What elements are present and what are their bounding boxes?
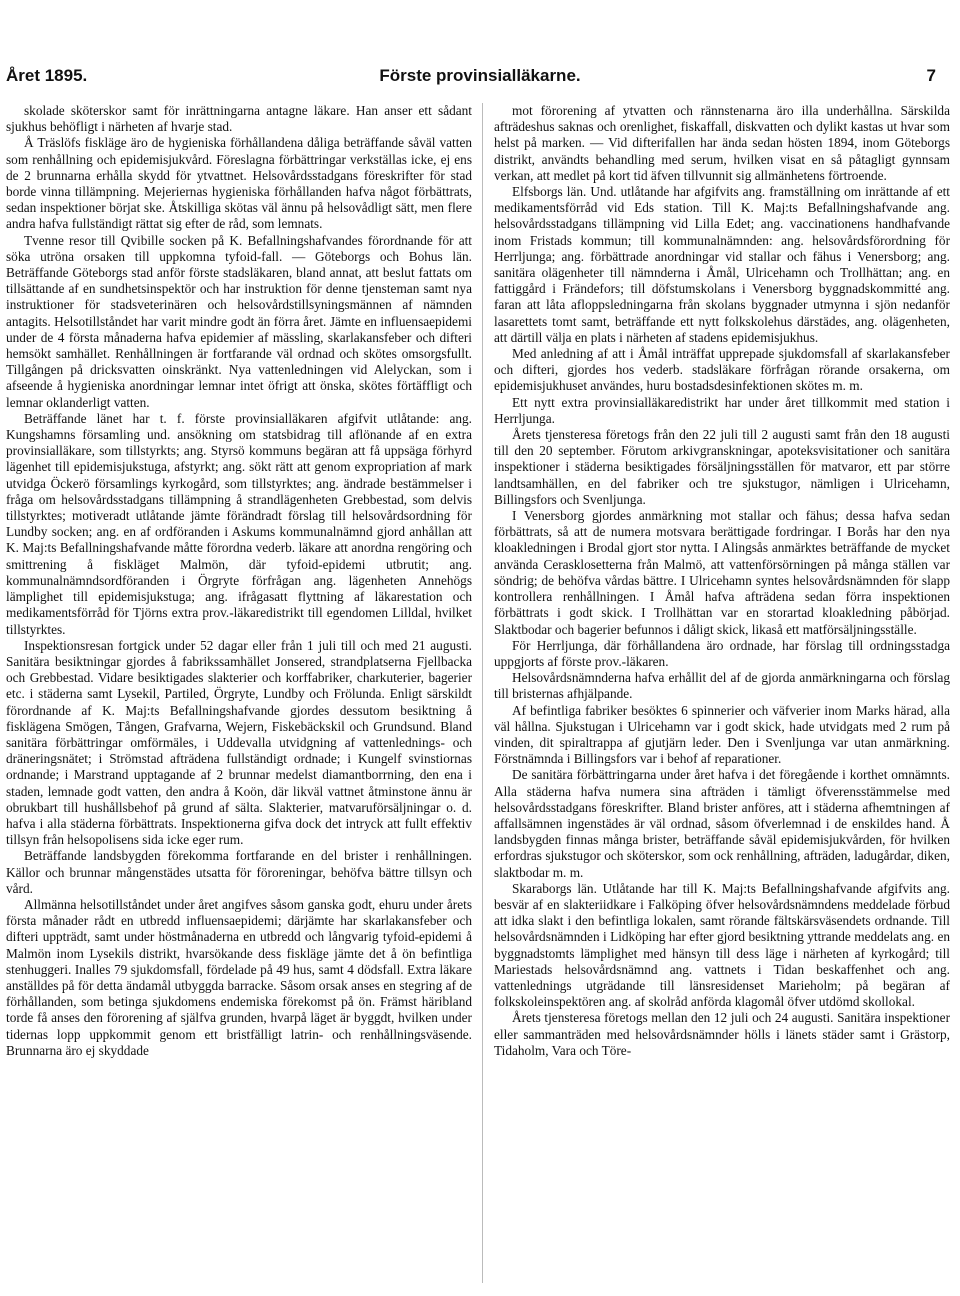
paragraph: Ett nytt extra provinsialläkaredistrikt har under året tillkommit med station i Herrljunga. (494, 394, 950, 426)
paragraph: Skaraborgs län. Utlåtande har till K. Maj:ts Befallningshafvande afgifvits ang. besvär af en slakteriidkare i Falköping öfver helsovårdsnämndens meddelade förbud att idka slakt i den befintliga lokalen, samt rörande fältskärsväsendets ordnande. Till helsovårdsnämnden i Lidköping har efter gjord besiktning yttrande meddelats ang. en byggnadstomts lämplighet med hänsyn till dess läge i närheten af kyrkogård; till Mariestads helsovårdsnämnd ang. vattnets i Tidan beskaffenhet och ang. vattenlednings utgrädande till länsresidenset Marieholm; på begäran af folkskoleinspektören ang. af skolråd anförda klagomål öfver utdömd skollokal. (494, 880, 950, 1010)
paragraph: Beträffande landsbygden förekomma fortfarande en del brister i renhållningen. Källor och brunnar mångenstädes utsatta för föroreningar, behöfva bättre tillsyn och vård. (6, 848, 472, 896)
paragraph: Beträffande länet har t. f. förste provinsialläkaren afgifvit utlåtande: ang. Kungshamns församling und. ansökning om statsbidrag till aflönande af en extra provinsialläkare, som tillstyrkts; ang. Styrsö kommuns begäran att få uppsäga förhyrd lägenhet till epidemisjukstuga, afstyrkt; ang. sökt rätt att genom expropriation af mark utvidga Öckerö församlings kyrkogård, som tillstyrktes; ang. ändrade bestämmelser i fråga om helsovårdsstadgans tillämpning å strandlägenheten Grebbestad, som delvis tillstyrktes; motiveradt utlåtande jämte förändradt förslag till helsovårdsordning för Lundby socken; ang. en af ordföranden i Askums kommunalnämnd gjord anhållan att K. Maj:ts Befallningshafvande måtte förordna vederb. läkare att anordna rengöring och smittrening å fiskläget Malmön, där tyfoid-epidemi utbrutit; ang. kommunalnämndsordföranden i Örgryte förfrågan ang. lägenheten Annehögs lämplighet till epidemisjukstuga; ang. ifrågasatt flyttning af läkarestation och medikamentsförråd för Tjörns extra prov.-läkaredistrikt till egendomen Lilldal, hvilket tillstyrktes. (6, 410, 472, 637)
right-column (494, 103, 950, 1283)
paragraph: Årets tjensteresa företogs från den 22 juli till 2 augusti samt från den 18 augusti till den 20 september. Förutom arkivgranskningar, apoteksvisitationer och sanitära inspektioner i städerna besiktigades försäljningsställen för matvaror, ett par större landtsamhällen, en del fabriker och tre sjukstugor, nämligen i Ulricehamn, Billingsfors och Svenljunga. (494, 427, 950, 507)
paragraph: Tvenne resor till Qvibille socken på K. Befallningshafvandes förordnande för att söka utröna orsaken till uppkomna tyfoid-fall. — Göteborgs och Bohus län. Beträffande Göteborgs stad anför förste stadsläkaren, bland annat, att beslut fattats om tillsättande af en sundhetsinspektör och har instruktion för denne tjensteman samt nya instruktioner för stadsveterinären och helsovårdstillsyningsmännen af nämnden antagits. Helsotillståndet har varit mindre godt än förra året. Jämte en influensaepidemi under de 4 första månaderna hafva epidemier af mässling, skarlakansfeber och difteri hemsökt samhället. Renhållningen är fortfarande väl ordnad och skötes omsorgsfullt. Tillgången på dricksvatten oinskränkt. Nya vattenledningen vid Alelyckan, som i afseende å hygieniska anordningar lemnar intet öfrigt att önska, skötes förtäffligt och lemnar oklanderligt vatten. (6, 232, 472, 410)
paragraph: Årets tjensteresa företogs mellan den 12 juli och 24 augusti. Sanitära inspektioner eller sammanträden med helsovårdsnämnder hölls i länets städer samt i Grästorp, Tidaholm, Vara och Töre- (494, 1010, 950, 1058)
paragraph: De sanitära förbättringarna under året hafva i det föregående i korthet omnämnts. Alla städerna hafva numera sina afträden i tämligt öfverensstämmelse med helsovårdsstadgans föreskrifter. Bland brister anföres, att i städerna afhemtningen af affallsämnen ingenstädes är väl ordnad, såsom öfverlemnad i de enskildes hand. Å landsbygden finnas många brister, beträffande såväl epidemisjukvården, för hvilken erfordras sjukstugor och sköterskor, som ock renhållning, afträden, ladugårdar, diken, slaktbodar m. m. (494, 767, 950, 880)
header-year: Året 1895. (6, 66, 88, 85)
page-number: 7 (926, 66, 936, 85)
paragraph: mot förorening af ytvatten och rännstenarna äro illa underhållna. Särskilda afträdeshus saknas och orenlighet, fiskaffall, diskvatten och dylikt kastas ut hvar som helst på marken. — Vid difterifallen har ända sedan hösten 1894, inom Göteborgs distrikt, användts behandling med serum, hvilken visat en så påtagligt gynnsam verkan, att medlet på kort tid äfven tillvunnit sig allmänhetens förtroende. (494, 103, 950, 183)
paragraph: I Venersborg gjordes anmärkning mot stallar och fähus; dessa hafva sedan förbättrats, så att de numera motsvara berättigade fordringar. I Borås har den nya kloakledningen i Brodal gjort stor nytta. I Alingsås anmärktes beträffande de mycket använda Cerasklosetterna från Malmö, att vattenförsörningen på många ställen var söndrig; de behöfva vårdas bättre. I Ulricehamn syntes helsovårdsnämnden för slapp kontrollera renhållningen. I Åmål hafva afträdena sedan förra inspektionen förbättrats i godt skick. I Trollhättan var en storartad kloakledning påbörjad. Slaktbodar och bagerier befunnos i dåligt skick, likaså ett matförsäljningsställe. (494, 508, 950, 637)
paragraph: Af befintliga fabriker besöktes 6 spinnerier och väfverier inom Marks härad, alla väl hållna. Sjukstugan i Ulricehamn var i godt skick, hade utvidgats med 2 rum på vinden, dit spiraltrappa af gjutjärn leder. Den i Svenljunga var utan anmärkning. Förstnämnda i Billingsfors var i behof af reparationer. (494, 702, 950, 767)
left-column (6, 103, 472, 1283)
paragraph: skolade sköterskor samt för inrättningarna antagne läkare. Han anser ett sådant sjukhus behöfligt i närheten af hvarje stad. (6, 103, 472, 135)
paragraph: Helsovårdsnämnderna hafva erhållit del af de gjorda anmärkningarna och förslag till bristernas afhjälpande. (494, 670, 950, 702)
paragraph: Med anledning af att i Åmål inträffat upprepade sjukdomsfall af skarlakansfeber och difteri, gjordes hos vederb. stadsläkare förfrågan rörande orsakerna, om epidemisjukhuset användes, huru bostadsdesinfektionen skötes m. m. (494, 346, 950, 394)
paragraph: För Herrljunga, där förhållandena äro ordnade, har förslag till ordningsstadga uppgjorts af förste prov.-läkaren. (494, 637, 950, 669)
paragraph: Allmänna helsotillståndet under året angifves såsom ganska godt, ehuru under årets första månader rådt en utbredd influensaepidemi; därjämte har skarlakansfeber och difteri uppträdt, samt under höstmånaderna en utbredd och långvarig tyfoid-epidemi å Malmön inom Lysekils distrikt, hvarsökande dess fiskläge jämte det å ön befintliga stenhuggeri. Inalles 79 sjukdomsfall, fördelade på 49 hus, samt 4 dödsfall. Extra läkare anställdes på för detta ändamål utbyggda barracke. Såsom orsak anses en stegring af de förhållanden, som betinga sjukdomens endemiska förekomst på ön. Främst häribland torde få anses den förorening af själfva grunden, hvarpå läget är byggdt, hvilken under tidernas lopp uppkommit genom ett bristfälligt latrin- och renhållningsväsende. Brunnarna äro ej skyddade (6, 896, 472, 1058)
paragraph: Elfsborgs län. Und. utlåtande har afgifvits ang. framställning om inrättande af ett medikamentsförråd vid Eds station. Till K. Maj:ts Befallningshafvande ang. helsovårdsstadgans tillämpning vid Lilla Edet; ang. vaccinationens handhafvande inom Fristads kommun; till kommunalnämnden: ang. helsovårdsförordning för Herrljunga; ang. förbättrade anordningar vid stallar och fähus i Venersborg; ang. sanitära olägenheter till nämnderna i Åmål, Ulricehamn och Trollhättan; ang. en fattiggård i Frändefors; till döfstumskolans i Venersborg byggnadskommitté ang. faran att låta afloppsledningarna från skolans byggnader utmynna i sjön nedanför lasarettets tomt samt, beträffande ett nytt folkskolehus därstädes, ang. olägenheten, att därtill välja en plats i närheten af stadens epidemisjukhus. (494, 184, 950, 345)
paragraph: Å Träslöfs fiskläge äro de hygieniska förhållandena dåliga beträffande såväl vatten som renhållning och epidemisjukvård. Föreslagna förbättringar verkställas icke, ej ens de 2 brunnarna erhålla skydd för ytvattnet. Helsovårdsstadgans föreskrifter för stad borde vinna tillämpning. Mejeriernas hygieniska förhållanden hafva något förbättrats, sedan inspektioner börjat ske. Åtskilliga skötas väl ännu på helsovådligt sätt, men flere andra hafva fullständigt rättat sig efter de råd, som lemnats. (6, 135, 472, 232)
page-header (0, 66, 960, 90)
paragraph: Inspektionsresan fortgick under 52 dagar eller från 1 juli till och med 21 augusti. Sanitära besiktningar gjordes å fabrikssamhället Jonsered, strandplatserna Fjellbacka och Grebbestad. Vidare besiktigades slakterier och korffabriker, charkuterier, bagerier etc. i städerna samt Lysekil, Partiled, Örgryte, Lundby och Frölunda. Enligt särskildt förordnande af K. Maj:ts Befallningshafvande gjordes dessutom besiktning å fisklägena Smögen, Tången, Grafvarna, Wejern, Fiskebäckskil och Grundsund. Bland sanitära förbättringar omförmäles, i Uddevalla utvidgning af vattenlednings- och dräneringsnätet; i Strömstad afträdena fullständigt ordnade; i Kungelf svinstiornas ordnande; i Marstrand upptagande af 2 brunnar medelst diamantborrning, den ena i staden, lemnade godt vatten, den andra å Koön, där likväl vattnet åtminstone ännu är obrukbart till hushållsbehof på grund af sälta. Slakterier, matvaruförsäljningar o. d. hafva i alla städerna förbättrats. Inspektionerna gifva dock det intryck att fullt effektiv tillsyn från helsopolisens sida icke eger rum. (6, 637, 472, 848)
column-divider (482, 103, 483, 1283)
header-title: Förste provinsialläkarne. (379, 66, 581, 85)
